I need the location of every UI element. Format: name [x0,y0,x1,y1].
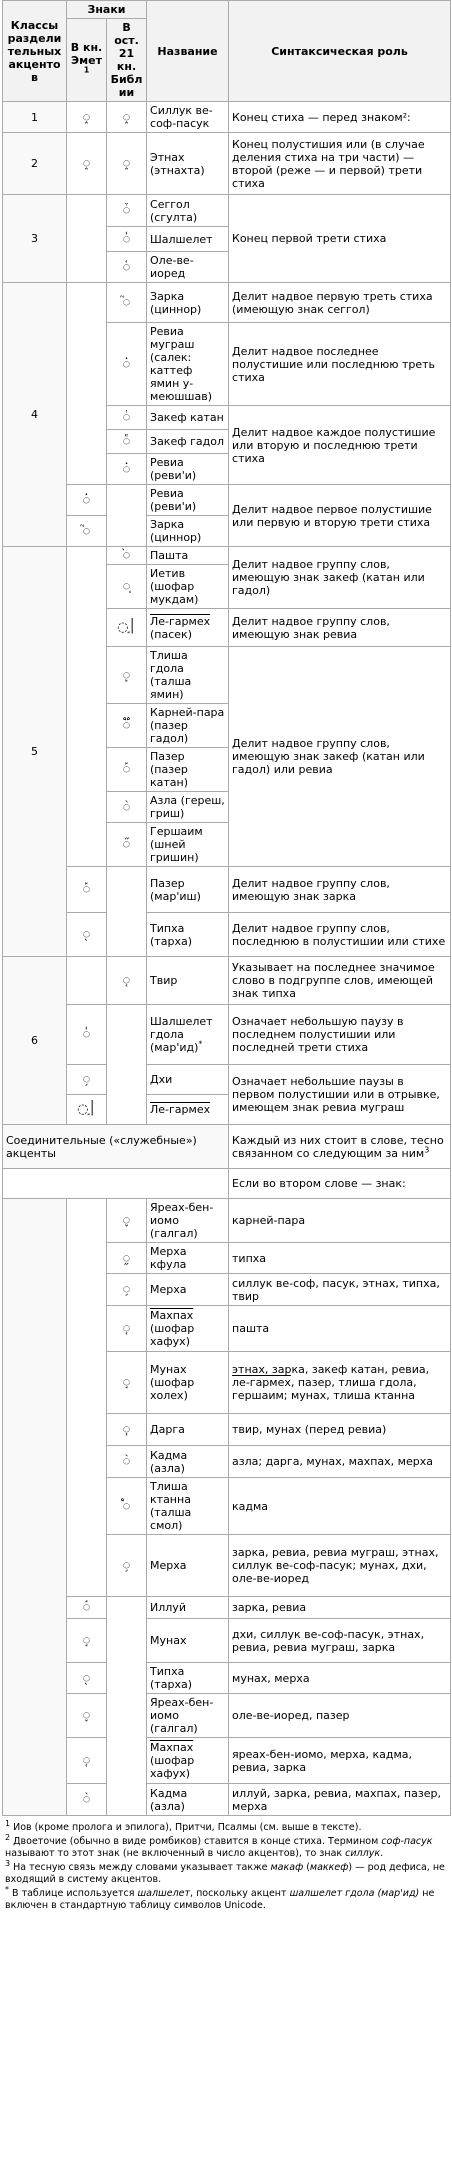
header-role: Синтаксическая роль [229,1,451,102]
syntax-role: Делит надвое первую треть стиха (имеющую знак сеггол) [229,283,451,323]
table-row [3,1738,451,1784]
syntax-role: Делит надвое группу слов, имеющую знак зарка [229,867,451,913]
accent-sign [107,1274,147,1306]
syntax-role: азла; дарга, мунах, махпах, мерха [229,1446,451,1478]
table-row [3,1125,451,1169]
accent-name: Яреах-бен-иомо (галгал) [147,1694,229,1738]
accent-name: Этнах (этнахта) [147,133,229,195]
footnote-term: соф-пасук [381,1836,433,1847]
accent-glyph: ◌֨ [82,1792,91,1807]
accent-name: Закеф катан [147,406,229,430]
accent-name: Ревиа (реви'и) [147,454,229,485]
footnote-marker: 3 [5,1858,11,1868]
accent-name: Дарга [147,1414,229,1446]
accent-name-text: Шалшелет гдола (мар'ид) [150,1015,213,1054]
accent-glyph: ◌֖ [82,1670,91,1686]
accent-sign [67,1738,107,1784]
table-row [3,913,451,957]
accent-glyph: ◌֤ [122,1321,131,1336]
accent-sign [107,323,147,406]
accent-name: Карней-пара (пазер гадол) [147,704,229,748]
accent-name-alt: (шофар хафух) [150,1322,195,1348]
syntax-role: Означает небольшие паузы в первом полустишии или в отрывке, имеющем знак ревиа муграш [229,1065,451,1125]
class-number: 6 [3,957,67,1125]
accent-sign [107,565,147,609]
accent-sign [107,430,147,454]
accents-table-wrapper [2,0,450,1912]
accent-glyph: ◌֬ [82,1600,91,1615]
accent-glyph: ◌֞ [122,837,131,852]
table-row [3,1694,451,1738]
table-row [3,195,451,227]
syntax-role: яреах-бен-иомо, мерха, кадма, ревиа, зарка [229,1738,451,1784]
accent-sign [67,102,107,133]
accent-glyph: ◌֟ [122,718,131,733]
table-row [3,1784,451,1816]
syntax-role: твир, мунах (перед ревиа) [229,1414,451,1446]
accent-sign [107,102,147,133]
accents-table [2,0,451,1816]
accent-glyph: ◌֑ [122,156,131,171]
accent-glyph: ◌֓ [122,231,131,247]
accent-sign [107,647,147,704]
footnote-ref-4[interactable]: * [198,1039,203,1049]
footnotes [2,1818,450,1912]
footnote-marker: 1 [5,1818,11,1828]
accent-sign [107,823,147,867]
accent-glyph: ◌֣ [122,1375,131,1390]
accent-name: Оле-ве-иоред [147,252,229,283]
footnote-text: Иов (кроме пролога и эпилога), Притчи, Псалмы (см. выше в тексте). [13,1822,362,1833]
syntax-role: зарка, ревиа [229,1597,451,1619]
footnote-2 [5,1832,446,1860]
role-part: , пазер, тлиша гдола, гершаим; мунах, тлиша ктанна [232,1376,417,1402]
accent-glyph: ◌֚ [122,579,131,594]
accent-glyph: ◌֗ [122,461,131,477]
syntax-role: Делит надвое первое полустишие или первую и вторую трети стиха [229,485,451,547]
table-row [3,867,451,913]
accent-glyph: ◌֡ [82,882,91,897]
syntax-role: Делит надвое группу слов, имеющую знак закеф (катан или гадол) [229,547,451,609]
accent-name: Кадма (азла) [147,1784,229,1816]
footnote-text: ( [303,1862,310,1873]
table-row [3,283,451,323]
accent-glyph: ◌֗ [82,492,91,508]
accent-name: Ревиа муграш (салек: каттеф ямин у-меюшшав) [147,323,229,406]
footnote-3 [5,1858,446,1886]
empty-cell [3,1169,229,1199]
footnote-ref-3[interactable]: 3 [424,1144,430,1154]
syntax-role: карней-пара [229,1199,451,1243]
accent-sign [107,1352,147,1414]
accent-sign [107,609,147,647]
empty-cell [67,547,107,867]
accent-name: Типха (тарха) [147,1663,229,1694]
accent-glyph: ◌֩ [122,1498,131,1514]
table-row [3,1597,451,1619]
empty-cell [107,485,147,547]
footnote-text: . [380,1848,384,1859]
table-row [3,1169,451,1199]
role-part: этнах, зарка, закеф катан, ревиа, [232,1363,430,1376]
accent-sign [107,1478,147,1535]
accent-glyph: ◌֑ [122,109,131,125]
table-row [3,1065,451,1095]
accent-name: Мунах [147,1619,229,1663]
accent-name [147,1738,229,1784]
accent-glyph: ◌֑ [82,156,91,171]
accent-glyph: ◌׀֣ [117,620,136,635]
footnote-marker: 2 [5,1832,11,1842]
accent-sign [107,195,147,227]
header-name: Название [147,1,229,102]
accent-glyph: ◌֨ [122,799,131,815]
accent-name: Иетив (шофар мукдам) [147,565,229,609]
accent-name: Мерха [147,1274,229,1306]
accent-glyph: ◌֒ [122,203,131,218]
accent-name: Гершаим (шней гришин) [147,823,229,867]
header-emet-label: В кн. Эмет [70,40,103,67]
accent-glyph: ◌֙ [122,548,131,563]
accent-glyph: ◌֥ [122,1282,131,1297]
table-row [3,1005,451,1065]
table-row [3,1199,451,1243]
empty-cell [67,283,107,485]
accent-name-main: Махпах [150,1309,194,1322]
accent-sign [67,1694,107,1738]
accent-sign [67,516,107,547]
accent-name: Тлиша ктанна (талша смол) [147,1478,229,1535]
accent-sign [67,1663,107,1694]
syntax-role: типха [229,1243,451,1274]
accent-sign [107,1446,147,1478]
table-row [3,1663,451,1694]
syntax-role [229,1352,451,1414]
syntax-role: Указывает на последнее значимое слово в подгруппе слов, имеющей знак типха [229,957,451,1005]
footnote-term: шалшелет гдола (мар'ид) [289,1888,420,1899]
syntax-role: зарка, ревиа, ревиа муграш, этнах, силлук ве-соф-пасук; мунах, дхи, оле-ве-иоред [229,1535,451,1597]
accent-name: Силлук ве-соф-пасук [147,102,229,133]
accent-name-alt: (пасек) [150,627,192,641]
accent-glyph: ◌֮ [122,295,131,310]
accent-name: Твир [147,957,229,1005]
accent-glyph: ◌֪ [82,1708,91,1723]
table-row [3,133,451,195]
accent-sign [107,1243,147,1274]
accent-sign [67,913,107,957]
accent-glyph: ◌֥ [122,1558,131,1573]
accent-name: Иллуй [147,1597,229,1619]
accent-glyph: ◌֧ [122,1422,131,1437]
table-row [3,957,451,1005]
accent-sign [107,1306,147,1352]
accent-name: Типха (тарха) [147,913,229,957]
syntax-role: оле-ве-иоред, пазер [229,1694,451,1738]
accent-name: Мерха кфула [147,1243,229,1274]
syntax-role: иллуй, зарка, ревиа, махпах, пазер, мерха [229,1784,451,1816]
syntax-role: Если во втором слове — знак: [229,1169,451,1199]
joint-accents-role: Каждый из них стоит в слове, тесно связанном со следующим за ним [232,1133,444,1160]
accent-name: Закеф гадол [147,430,229,454]
accent-name: Яреах-бен-иомо (галгал) [147,1199,229,1243]
accent-sign [67,1005,107,1065]
accent-name-main: Мунах [150,1363,187,1376]
accent-name: Кадма (азла) [147,1446,229,1478]
accent-name [147,609,229,647]
syntax-role: мунах, мерха [229,1663,451,1694]
accent-name: Дхи [147,1065,229,1095]
accent-sign [107,252,147,283]
table-row [3,102,451,133]
accent-sign [107,227,147,252]
accent-sign [67,1065,107,1095]
accent-sign [107,1199,147,1243]
syntax-role: Делит надвое группу слов, последнюю в полустишии или стихе [229,913,451,957]
syntax-role: Конец первой трети стиха [229,195,451,283]
empty-cell [107,1597,147,1816]
joint-accents-label: Соединительные («служебные») акценты [3,1125,229,1169]
accent-glyph: ◌֡ [122,762,131,777]
accent-name-alt: (шофар холех) [150,1376,195,1402]
footnote-text: ) — род дефиса, не входящий в систему акцентов. [5,1862,445,1885]
syntax-role: Конец полустишия или (в случае деления стиха на три части) — второй (реже — и первой) трети стиха [229,133,451,195]
syntax-role: Делит надвое группу слов, имеющую знак закеф (катан или гадол) или ревиа [229,647,451,867]
accent-name: Ревиа (реви'и) [147,485,229,516]
footnote-ref-1[interactable]: 1 [83,64,90,74]
accent-glyph: ◌֣ [82,1633,91,1648]
accent-name: Пазер (мар'иш) [147,867,229,913]
accent-glyph: ◌֪ [122,1213,131,1228]
accent-name: Азла (гереш, гриш) [147,792,229,823]
accent-sign [107,704,147,748]
accent-glyph: ◌֖ [82,927,91,942]
accent-name [147,1306,229,1352]
accent-glyph: ◌֮ [82,523,91,539]
role-part: ле-гармех [232,1376,291,1389]
empty-cell [67,1199,107,1597]
accent-sign [67,867,107,913]
header-other: В ост. 21 кн. Библии [107,19,147,102]
footnote-term: макаф [270,1862,304,1873]
syntax-role: Означает небольшую паузу в последнем полустишии или последней трети стиха [229,1005,451,1065]
accent-glyph: ◌֥ [82,1072,91,1087]
accent-glyph: ◌֛ [122,667,131,683]
footnote-text: В таблице используется [12,1888,138,1899]
accent-sign [67,1597,107,1619]
footnote-term: шалшелет [137,1888,191,1899]
syntax-role: Делит надвое группу слов, имеющую знак ревиа [229,609,451,647]
accent-sign [67,485,107,516]
accent-sign [107,547,147,565]
accent-sign [107,283,147,323]
accent-name [147,1005,229,1065]
accent-name: Сеггол (сгулта) [147,195,229,227]
accent-sign [107,406,147,430]
footnote-text: , поскольку акцент [190,1888,290,1899]
accent-glyph: ◌֤ [122,973,131,988]
accent-sign [67,1784,107,1816]
accent-glyph: ◌֨ [122,1454,131,1469]
accent-sign [107,1535,147,1597]
accent-name-alt: (шофар хафух) [150,1754,195,1780]
accent-glyph: ◌֤ [82,1753,91,1768]
accent-name-main: Ле-гармех [150,1103,211,1116]
accent-glyph: ◌֫ [122,259,131,275]
syntax-role: кадма [229,1478,451,1535]
accent-glyph: ◌֗ [122,356,131,372]
empty-cell [3,1199,67,1816]
class-number: 4 [3,283,67,547]
accent-name [147,1095,229,1125]
accent-sign [67,1619,107,1663]
accent-name: Зарка (циннор) [147,283,229,323]
accent-glyph: ◌֦ [122,1250,131,1266]
footnote-term: силлук [345,1848,381,1859]
footnote-marker: * [5,1884,9,1894]
accent-name-main: Ле-гармех [150,614,211,628]
footnote-text: Двоеточие (обычно в виде ромбиков) ставится в конце стиха. Термином [13,1836,382,1847]
class-number: 5 [3,547,67,957]
accent-glyph: ◌֕ [122,434,131,449]
syntax-role: дхи, силлук ве-соф-пасук, этнах, ревиа, ревиа муграш, зарка [229,1619,451,1663]
footnote-4 [5,1884,446,1912]
class-number: 1 [3,102,67,133]
accent-sign [107,748,147,792]
syntax-role: Делит надвое каждое полустишие или вторую и последнюю трети стиха [229,406,451,485]
accent-glyph: ◌֑ [82,109,91,125]
header-classes: Классы разделительных акцентов [3,1,67,102]
accent-sign [107,454,147,485]
accent-name: Пазер (пазер катан) [147,748,229,792]
accent-name: Мерха [147,1535,229,1597]
empty-cell [67,957,107,1005]
accent-glyph: ◌׀֣ [77,1102,96,1117]
accent-name [147,1352,229,1414]
accent-glyph: ◌֔ [122,410,131,425]
footnote-text: На тесную связь между словами указывает также [13,1862,271,1873]
header-row [3,1,451,19]
syntax-role [229,1125,451,1169]
header-emet [67,19,107,102]
accent-name: Тлиша гдола (талша ямин) [147,647,229,704]
accent-sign [107,133,147,195]
accent-sign [107,792,147,823]
accent-sign [107,957,147,1005]
class-number: 2 [3,133,67,195]
accent-name: Зарка (циннор) [147,516,229,547]
accent-sign [67,1095,107,1125]
table-row [3,1619,451,1663]
accent-glyph: ◌֓ [82,1027,91,1042]
header-signs: Знаки [67,1,147,19]
accent-sign [67,133,107,195]
class-number: 3 [3,195,67,283]
syntax-role: Делит надвое последнее полустишие или последнюю треть стиха [229,323,451,406]
footnote-text: не включен в стандартную таблицу символов Unicode. [5,1888,435,1911]
empty-cell [107,867,147,957]
syntax-role: пашта [229,1306,451,1352]
footnote-term: маккеф [309,1862,349,1873]
footnote-text: называют то этот знак (не включенный в число акцентов), то знак [5,1848,346,1859]
footnote-1 [5,1818,446,1834]
table-row [3,485,451,516]
accent-name: Пашта [147,547,229,565]
syntax-role: Конец стиха — перед знаком²: [229,102,451,133]
accent-name-main: Махпах [150,1741,194,1754]
empty-cell [107,1005,147,1125]
empty-cell [67,195,107,283]
accent-name: Шалшелет [147,227,229,252]
syntax-role: силлук ве-соф, пасук, этнах, типха, твир [229,1274,451,1306]
table-row [3,547,451,565]
accent-sign [107,1414,147,1446]
